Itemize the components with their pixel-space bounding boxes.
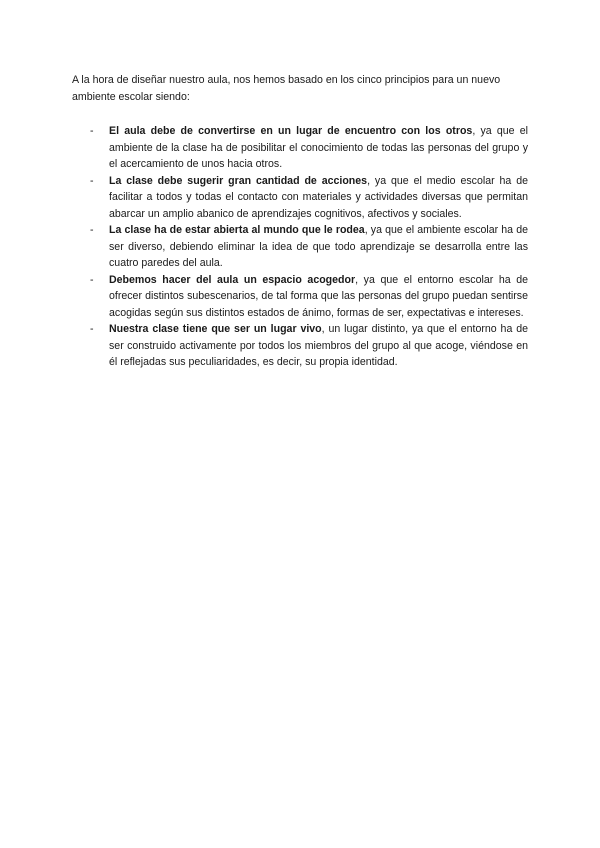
bullet-dash: - bbox=[90, 125, 94, 137]
bullet-dash: - bbox=[90, 224, 94, 236]
bullet-dash: - bbox=[90, 273, 94, 286]
list-item bbox=[72, 123, 528, 173]
item-lead-bold: La clase debe sugerir gran cantidad de acciones bbox=[109, 174, 368, 187]
item-lead-bold: Debemos hacer del aula un espacio acogedor bbox=[109, 273, 356, 286]
intro-paragraph: A la hora de diseñar nuestro aula, nos hemos basado en los cinco principios para un nuevo ambiente escolar siendo: bbox=[72, 74, 501, 103]
item-body-text: , ya que el medio escolar ha de facilitar a todos y todas el contacto con materiales y actividades diversas que permitan abarcar un amplio abanico de aprendizajes cognitivos, afectivos y sociales. bbox=[109, 174, 528, 220]
item-lead-bold: La clase ha de estar abierta al mundo que le rodea bbox=[109, 224, 365, 236]
item-lead-bold: El aula debe de convertirse en un lugar de encuentro con los otros bbox=[109, 125, 473, 137]
item-body-text: , ya que el ambiente de la clase ha de posibilitar el conocimiento de todas las personas del grupo y el acercamiento de unos hacia otros. bbox=[109, 125, 528, 170]
list-item bbox=[72, 173, 528, 223]
item-body-text: , ya que el ambiente escolar ha de ser diverso, debiendo eliminar la idea de que todo aprendizaje se desarrolla entre las cuatro paredes del aula. bbox=[109, 224, 528, 269]
principles-list bbox=[72, 123, 528, 371]
list-item bbox=[72, 272, 528, 322]
bullet-dash: - bbox=[90, 174, 94, 187]
list-item bbox=[72, 222, 528, 272]
item-body-text: , ya que el entorno escolar ha de ofrecer distintos subescenarios, de tal forma que las personas del grupo puedan sentirse acogidas según sus distintos estados de ánimo, formas de ser, expectativas e intereses. bbox=[109, 273, 528, 319]
bullet-dash: - bbox=[90, 323, 94, 335]
list-item bbox=[72, 321, 528, 371]
item-lead-bold: Nuestra clase tiene que ser un lugar vivo bbox=[109, 323, 322, 335]
item-body-text: , un lugar distinto, ya que el entorno ha de ser construido activamente por todos los miembros del grupo al que acoge, viéndose en él reflejadas sus peculiaridades, es decir, su propia identidad. bbox=[109, 323, 528, 368]
